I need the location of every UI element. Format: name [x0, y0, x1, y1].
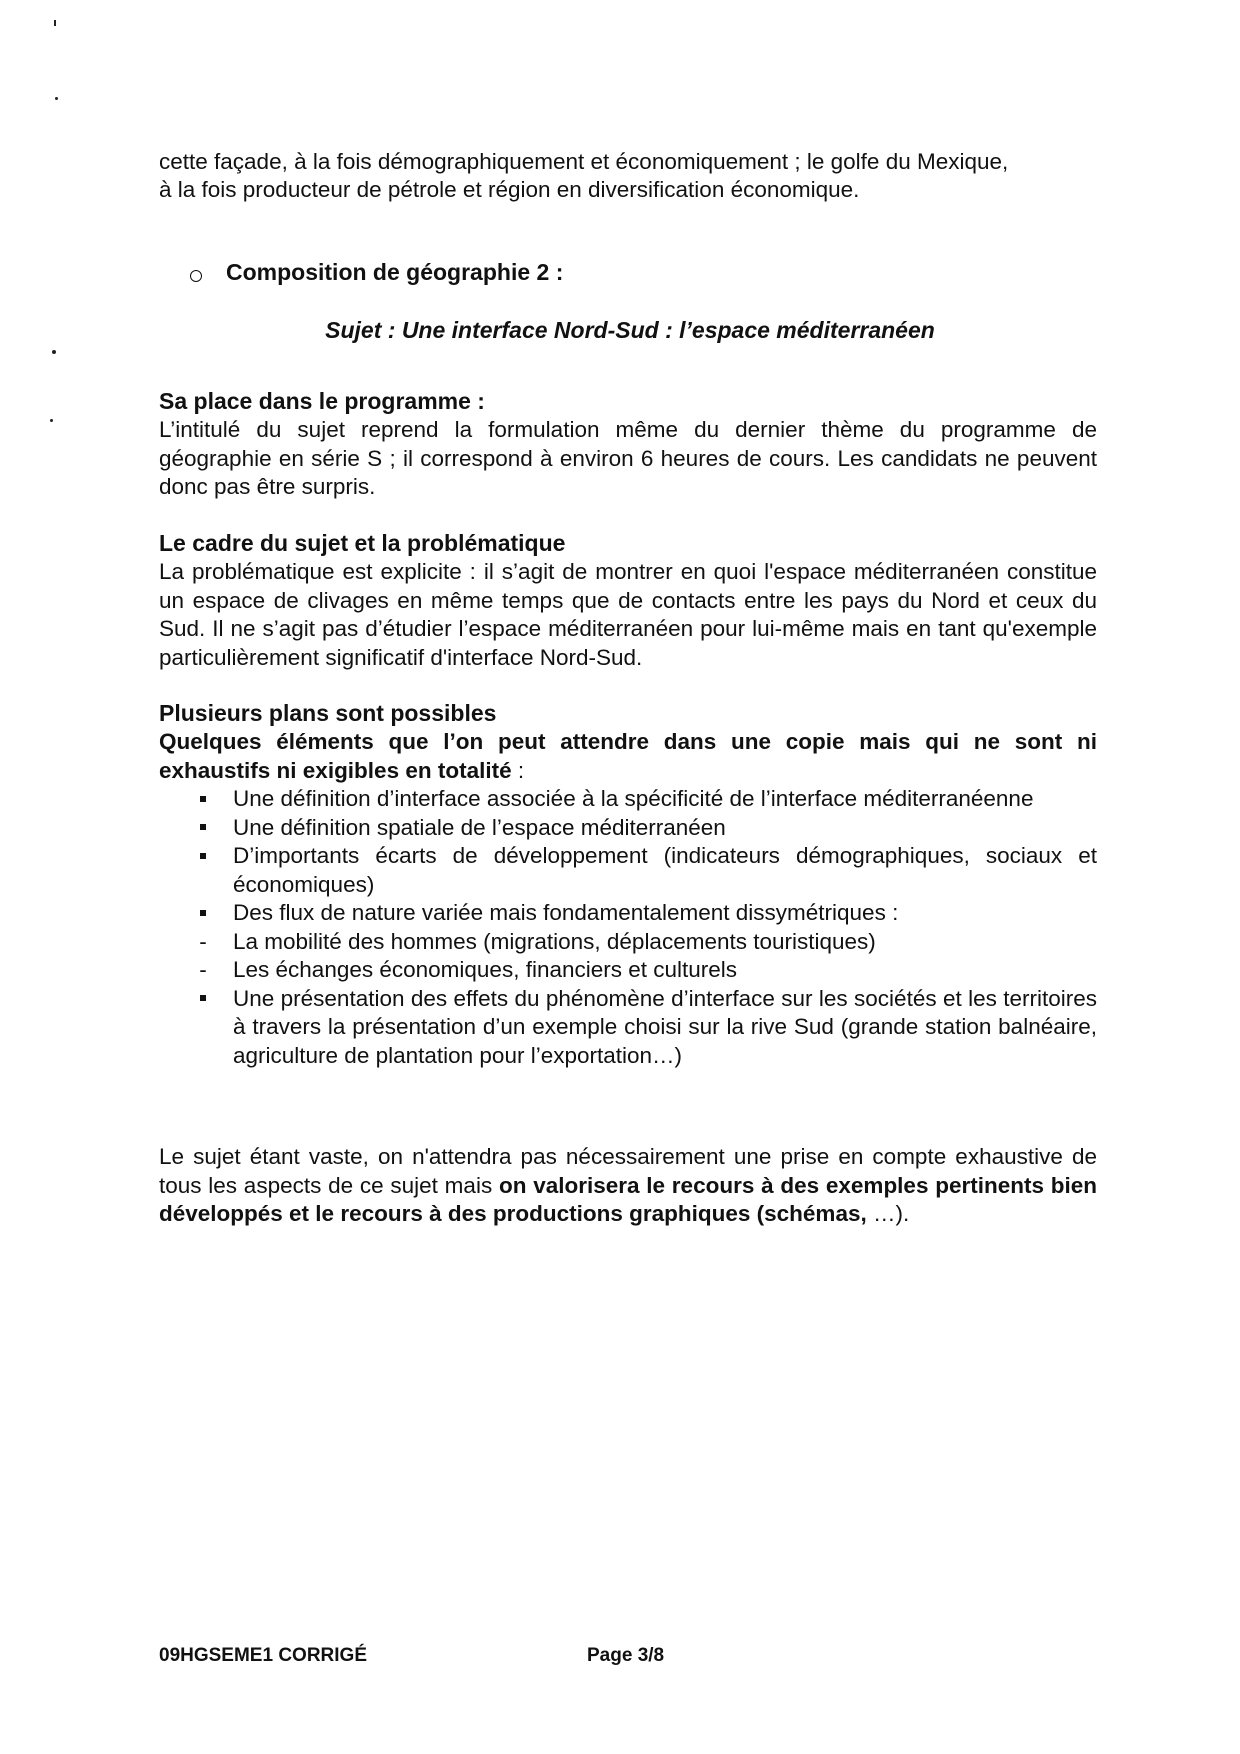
list-item-text: D’importants écarts de développement (indicateurs démographiques, sociaux et économiques) — [233, 843, 1097, 897]
cadre-heading: Le cadre du sujet et la problématique — [159, 530, 566, 556]
conclusion-end: …). — [866, 1201, 910, 1226]
scan-mark — [55, 97, 58, 100]
list-item-text: Une définition d’interface associée à la spécificité de l’interface méditerranéenne — [233, 786, 1034, 811]
square-bullet-icon — [197, 842, 209, 871]
dash-bullet-icon: - — [199, 957, 207, 982]
subject-title: Sujet : Une interface Nord-Sud : l’espace méditerranéen — [325, 317, 935, 343]
dash-bullet-icon: - — [199, 928, 207, 954]
list-item-text: Des flux de nature variée mais fondamentalement dissymétriques : — [233, 900, 899, 925]
scan-mark — [52, 350, 56, 354]
list-item — [159, 814, 1097, 843]
plans-elements — [159, 728, 1097, 785]
list-item-text: Une définition spatiale de l’espace méditerranéen — [233, 814, 726, 840]
list-item-text: Une présentation des effets du phénomène d’interface sur les sociétés et les territoires à travers la présentation d’un exemple choisi sur la rive Sud (grande station balnéaire, agriculture de plantation pour l’exportation…) — [233, 985, 1097, 1068]
section-title: Composition de géographie 2 : — [226, 259, 564, 285]
plans-heading: Plusieurs plans sont possibles — [159, 700, 497, 726]
list-item-text: Les échanges économiques, financiers et culturels — [233, 957, 738, 982]
intro-line-1: cette façade, à la fois démographiquement et économiquement ; le golfe du Mexique, — [159, 149, 1009, 174]
list-item-text: La mobilité des hommes (migrations, déplacements touristiques) — [233, 928, 876, 954]
plans-elements-bold: Quelques éléments que l’on peut attendre dans une copie mais qui ne sont ni exhaustifs ni exigibles en totalité — [159, 729, 1097, 783]
conclusion-normal: Le sujet étant vaste, on n'attendra pas nécessairement une prise en compte exhaustive de tous les aspects de ce sujet mais — [159, 1144, 1097, 1198]
list-item — [159, 956, 1097, 985]
square-bullet-icon — [197, 785, 209, 814]
plans-elements-rest: : — [511, 757, 525, 783]
cadre-text: La problématique est explicite : il s’agit de montrer en quoi l'espace méditerranéen constitue un espace de clivages en même temps que de contacts entre les pays du Nord et ceux du Sud. Il ne s’agit pas d’étudier l’espace méditerranéen pour lui-même mais en tant qu'exemple particulièrement significatif d'interface Nord-Sud. — [159, 559, 1097, 670]
section-heading — [190, 259, 563, 286]
list-item — [159, 928, 1097, 957]
list-item — [159, 985, 1097, 1071]
intro-line-2: à la fois producteur de pétrole et région en diversification économique. — [159, 177, 860, 202]
scan-mark — [50, 419, 53, 422]
scan-mark — [54, 20, 56, 26]
elements-list — [159, 785, 1097, 1070]
circle-bullet-icon — [190, 270, 202, 282]
square-bullet-icon — [197, 814, 209, 843]
list-item — [159, 785, 1097, 814]
place-heading: Sa place dans le programme : — [159, 388, 485, 414]
footer-code: 09HGSEME1 CORRIGÉ — [159, 1645, 367, 1666]
conclusion-bold: on valorisera le recours à des exemples pertinents bien développés et le recours à des productions graphiques (schémas, — [159, 1172, 1097, 1226]
place-text: L’intitulé du sujet reprend la formulation même du dernier thème du programme de géographie en série S ; il correspond à environ 6 heures de cours. Les candidats ne peuvent donc pas être surpris. — [159, 417, 1097, 499]
footer-page-number: Page 3/8 — [587, 1645, 665, 1666]
square-bullet-icon — [197, 899, 209, 928]
list-item — [159, 899, 1097, 928]
square-bullet-icon — [197, 985, 209, 1014]
list-item — [159, 842, 1097, 899]
conclusion-text — [159, 1143, 1097, 1229]
